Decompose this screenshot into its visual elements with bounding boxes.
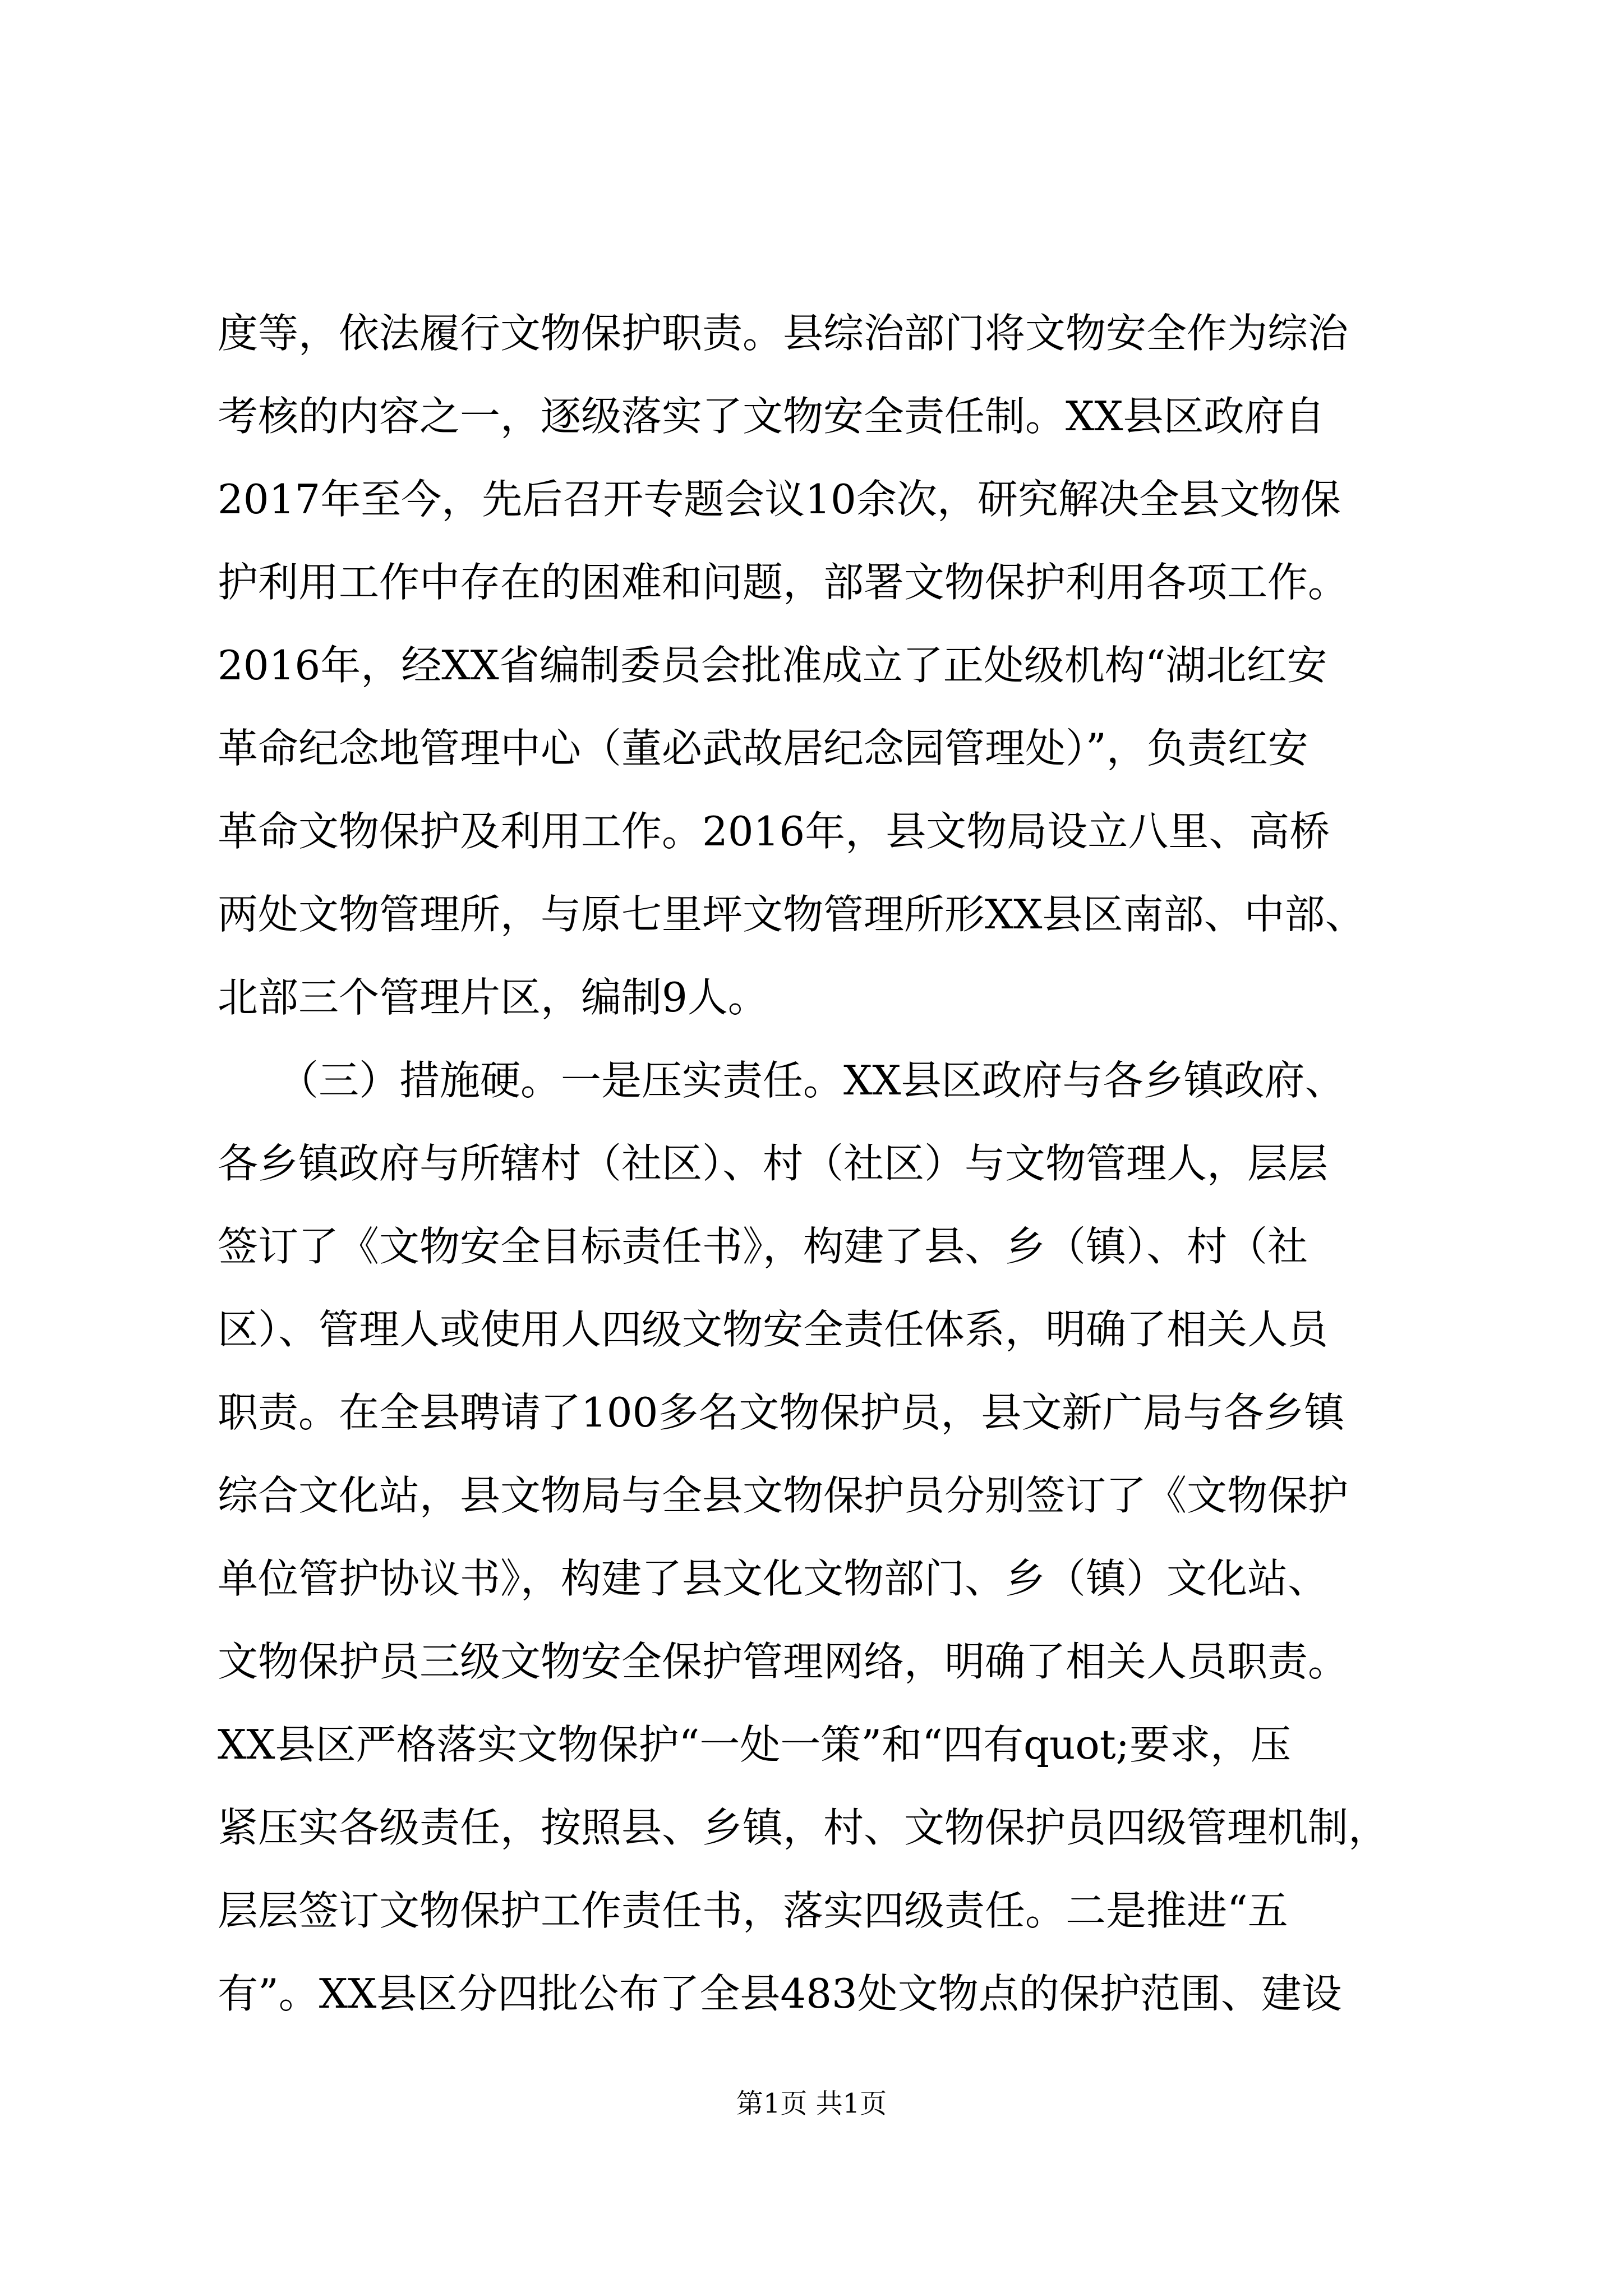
text-line: 有”。XX县区分四批公布了全县483处文物点的保护范围、建设 (218, 1970, 1342, 2017)
text-line: 2017年至今，先后召开专题会议10余次，研究解决全县文物保 (218, 476, 1341, 523)
text-line: 文物保护员三级文物安全保护管理网络，明确了相关人员职责。 (218, 1638, 1349, 1685)
text-line: XX县区严格落实文物保护“一处一策”和“四有quot;要求，压 (218, 1721, 1291, 1768)
text-line: 签订了《文物安全目标责任书》，构建了县、乡（镇）、村（社 (218, 1223, 1308, 1270)
text-line: 层层签订文物保护工作责任书，落实四级责任。二是推进“五 (218, 1887, 1288, 1934)
text-line: 考核的内容之一，逐级落实了文物安全责任制。XX县区政府自 (218, 393, 1325, 440)
text-line: （三）措施硬。一是压实责任。XX县区政府与各乡镇政府、 (218, 1057, 1345, 1104)
text-line: 革命文物保护及利用工作。2016年，县文物局设立八里、高桥 (218, 808, 1330, 855)
text-line: 职责。在全县聘请了100多名文物保护员，县文新广局与各乡镇 (218, 1389, 1345, 1436)
text-line: 单位管护协议书》，构建了县文化文物部门、乡（镇）文化站、 (218, 1555, 1329, 1602)
text-line: 2016年，经XX省编制委员会批准成立了正处级机构“湖北红安 (218, 642, 1327, 689)
text-line: 紧压实各级责任，按照县、乡镇，村、文物保护员四级管理机制， (218, 1804, 1389, 1851)
text-line: 度等，依法履行文物保护职责。县综治部门将文物安全作为综治 (218, 310, 1349, 357)
page-footer (0, 2084, 1623, 2123)
text-line: 区）、管理人或使用人四级文物安全责任体系，明确了相关人员 (218, 1306, 1329, 1353)
text-line: 综合文化站，县文物局与全县文物保护员分别签订了《文物保护 (218, 1472, 1349, 1519)
text-line: 护利用工作中存在的困难和问题，部署文物保护利用各项工作。 (218, 559, 1349, 606)
text-line: 两处文物管理所，与原七里坪文物管理所形XX县区南部、中部、 (218, 891, 1366, 938)
page-number-label: 第1页 共1页 (736, 2088, 887, 2119)
text-line: 革命纪念地管理中心（董必武故居纪念园管理处）”，负责红安 (218, 725, 1308, 772)
body-text (218, 292, 1440, 2035)
text-line: 北部三个管理片区，编制9人。 (218, 974, 768, 1021)
text-line: 各乡镇政府与所辖村（社区）、村（社区）与文物管理人，层层 (218, 1140, 1329, 1187)
